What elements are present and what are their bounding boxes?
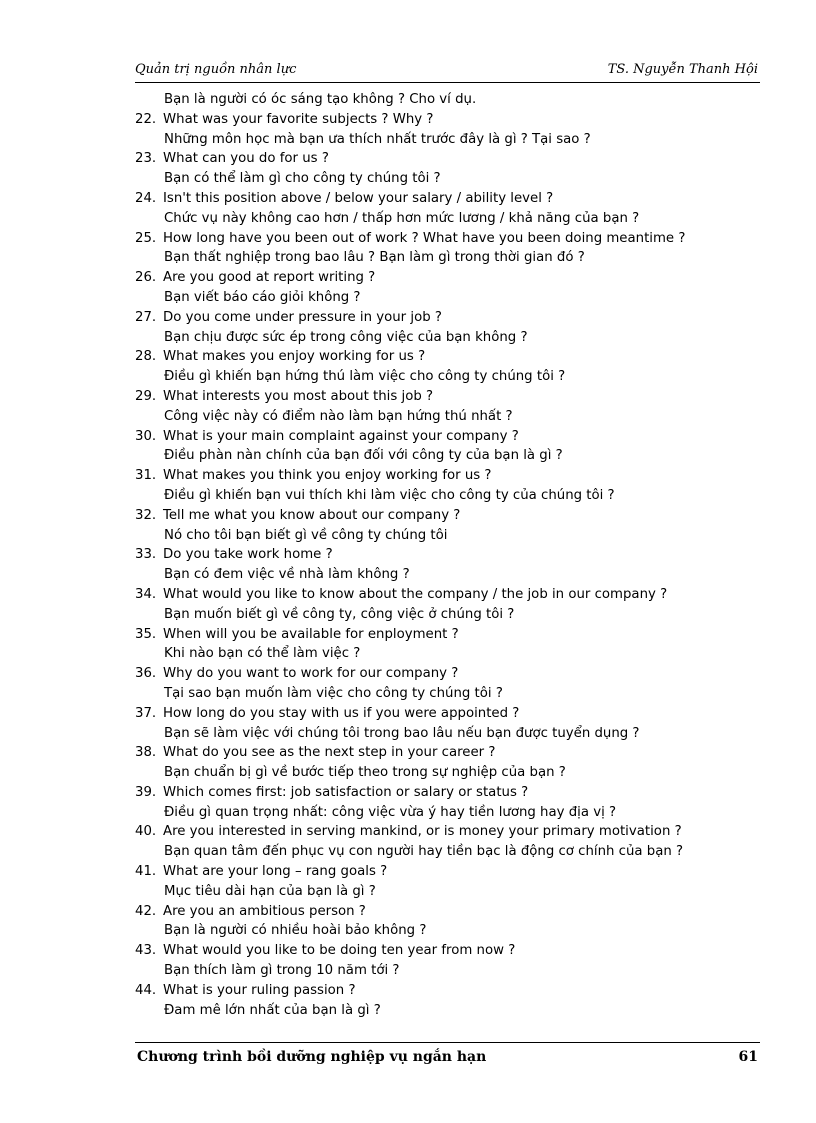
question-item — [135, 941, 760, 961]
question-item — [135, 545, 760, 565]
question-vietnamese: Điều gì khiến bạn vui thích khi làm việc cho công ty của chúng tôi ? — [164, 487, 615, 503]
question-english: What was your favorite subjects ? Why ? — [163, 111, 434, 127]
header-author: TS. Nguyễn Thanh Hội — [607, 62, 758, 77]
question-vietnamese: Những môn học mà bạn ưa thích nhất trước đây là gì ? Tại sao ? — [164, 131, 591, 147]
question-number: 28. — [135, 349, 157, 365]
question-number: 22. — [135, 111, 157, 127]
question-vietnamese: Nó cho tôi bạn biết gì về công ty chúng tôi — [164, 527, 448, 543]
question-vietnamese: Bạn thích làm gì trong 10 năm tới ? — [164, 963, 400, 979]
question-english: How long do you stay with us if you were appointed ? — [163, 705, 520, 721]
question-item — [135, 427, 760, 447]
question-number: 30. — [135, 428, 157, 444]
question-item — [135, 189, 760, 209]
question-vietnamese: Khi nào bạn có thể làm việc ? — [164, 646, 361, 662]
question-english: Tell me what you know about our company ? — [163, 507, 461, 523]
question-item — [135, 268, 760, 288]
question-english: How long have you been out of work ? What have you been doing meantime ? — [163, 230, 686, 246]
question-item — [135, 585, 760, 605]
question-item — [135, 149, 760, 169]
question-item — [135, 664, 760, 684]
question-number: 23. — [135, 151, 157, 167]
question-list — [135, 90, 760, 1020]
question-item — [135, 625, 760, 645]
question-number: 41. — [135, 864, 157, 880]
question-vietnamese: Bạn viết báo cáo giỏi không ? — [164, 289, 361, 305]
leading-translation-line: Bạn là người có óc sáng tạo không ? Cho ví dụ. — [164, 92, 477, 107]
question-english: What interests you most about this job ? — [163, 388, 434, 404]
question-english: What are your long – rang goals ? — [163, 864, 388, 880]
question-item — [135, 783, 760, 803]
question-english: What is your main complaint against your company ? — [163, 428, 519, 444]
question-vietnamese: Công việc này có điểm nào làm bạn hứng thú nhất ? — [164, 408, 513, 424]
question-item — [135, 347, 760, 367]
question-number: 32. — [135, 507, 157, 523]
question-number: 42. — [135, 903, 157, 919]
question-vietnamese: Mục tiêu dài hạn của bạn là gì ? — [164, 883, 376, 899]
question-number: 34. — [135, 586, 157, 602]
question-english: What do you see as the next step in your career ? — [163, 745, 496, 761]
question-english: Why do you want to work for our company ? — [163, 666, 459, 682]
question-number: 26. — [135, 270, 157, 286]
question-item — [135, 110, 760, 130]
question-vietnamese: Điều phàn nàn chính của bạn đối với công ty của bạn là gì ? — [164, 448, 563, 464]
question-vietnamese: Bạn quan tâm đến phục vụ con người hay tiền bạc là động cơ chính của bạn ? — [164, 844, 684, 860]
question-number: 43. — [135, 943, 157, 959]
question-english: What makes you think you enjoy working for us ? — [163, 468, 492, 484]
question-english: Are you an ambitious person ? — [163, 903, 366, 919]
question-vietnamese: Chức vụ này không cao hơn / thấp hơn mức lương / khả năng của bạn ? — [164, 210, 640, 226]
question-english: Do you take work home ? — [163, 547, 333, 563]
footer-divider — [135, 1042, 760, 1043]
question-item — [135, 743, 760, 763]
question-number: 44. — [135, 982, 157, 998]
question-vietnamese: Điều gì khiến bạn hứng thú làm việc cho công ty chúng tôi ? — [164, 369, 566, 385]
question-english: What would you like to know about the company / the job in our company ? — [163, 586, 668, 602]
question-item — [135, 506, 760, 526]
header-course-title: Quản trị nguồn nhân lực — [135, 62, 297, 77]
question-number: 29. — [135, 388, 157, 404]
question-number: 27. — [135, 309, 157, 325]
question-number: 36. — [135, 666, 157, 682]
question-vietnamese: Đam mê lớn nhất của bạn là gì ? — [164, 1002, 381, 1018]
question-item — [135, 981, 760, 1001]
question-item — [135, 308, 760, 328]
question-english: What can you do for us ? — [163, 151, 329, 167]
question-english: Are you good at report writing ? — [163, 270, 376, 286]
question-item — [135, 387, 760, 407]
question-english: Isn't this position above / below your salary / ability level ? — [163, 190, 554, 206]
question-vietnamese: Bạn có thể làm gì cho công ty chúng tôi ? — [164, 171, 441, 187]
question-vietnamese: Bạn chịu được sức ép trong công việc của bạn không ? — [164, 329, 528, 345]
question-item — [135, 822, 760, 842]
question-item — [135, 902, 760, 922]
question-number: 25. — [135, 230, 157, 246]
question-english: What makes you enjoy working for us ? — [163, 349, 426, 365]
question-item — [135, 704, 760, 724]
question-vietnamese: Bạn có đem việc về nhà làm không ? — [164, 567, 410, 583]
question-english: Do you come under pressure in your job ? — [163, 309, 442, 325]
question-number: 39. — [135, 784, 157, 800]
question-number: 40. — [135, 824, 157, 840]
question-item — [135, 229, 760, 249]
question-number: 33. — [135, 547, 157, 563]
question-item — [135, 466, 760, 486]
question-vietnamese: Bạn thất nghiệp trong bao lâu ? Bạn làm gì trong thời gian đó ? — [164, 250, 585, 266]
page-number: 61 — [738, 1049, 758, 1065]
question-english: When will you be available for enployment ? — [163, 626, 459, 642]
question-number: 35. — [135, 626, 157, 642]
question-vietnamese: Tại sao bạn muốn làm việc cho công ty chúng tôi ? — [164, 685, 503, 701]
question-english: What is your ruling passion ? — [163, 982, 356, 998]
question-vietnamese: Bạn muốn biết gì về công ty, công việc ở chúng tôi ? — [164, 606, 515, 622]
question-number: 37. — [135, 705, 157, 721]
question-english: Are you interested in serving mankind, or is money your primary motivation ? — [163, 824, 682, 840]
question-number: 38. — [135, 745, 157, 761]
footer-program-title: Chương trình bồi dưỡng nghiệp vụ ngắn hạn — [137, 1049, 487, 1065]
question-vietnamese: Bạn sẽ làm việc với chúng tôi trong bao lâu nếu bạn được tuyển dụng ? — [164, 725, 640, 741]
question-vietnamese: Bạn là người có nhiều hoài bảo không ? — [164, 923, 427, 939]
page-header — [135, 58, 760, 83]
question-vietnamese: Điều gì quan trọng nhất: công việc vừa ý hay tiền lương hay địa vị ? — [164, 804, 617, 820]
question-vietnamese: Bạn chuẩn bị gì về bước tiếp theo trong sự nghiệp của bạn ? — [164, 765, 566, 781]
question-english: What would you like to be doing ten year from now ? — [163, 943, 516, 959]
question-number: 31. — [135, 468, 157, 484]
question-english: Which comes first: job satisfaction or salary or status ? — [163, 784, 529, 800]
question-item — [135, 862, 760, 882]
question-number: 24. — [135, 190, 157, 206]
